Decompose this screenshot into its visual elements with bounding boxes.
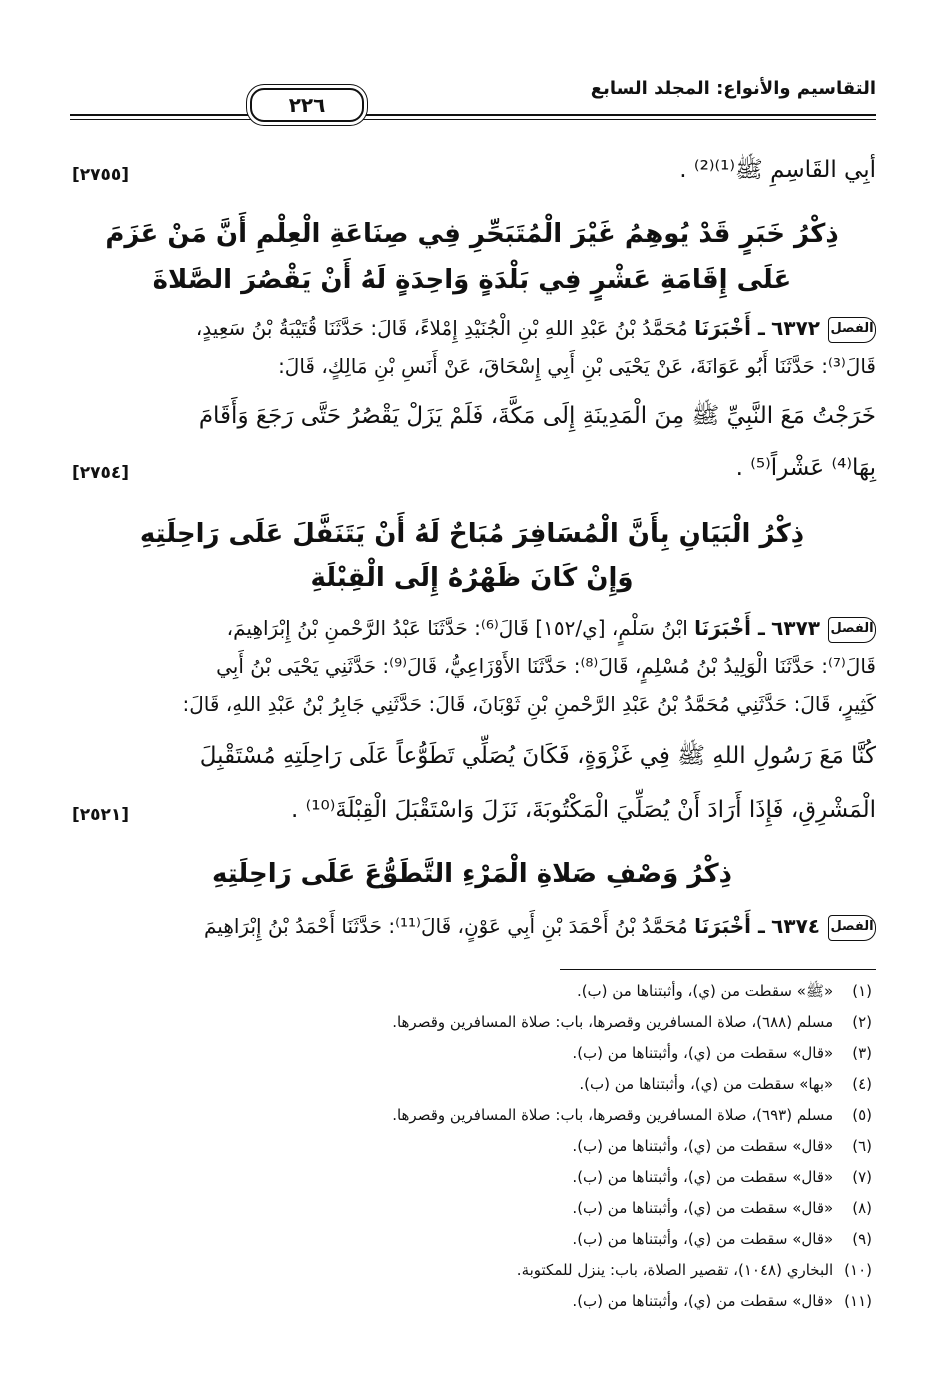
hadith-isnad-line: قَالَ⁽³⁾: حَدَّثَنَا أَبُو عَوَانَةَ، عَنْ يَحْيَى بْنِ أَبِي إِسْحَاقَ، عَنْ أَنَسِ بْنِ مَالِكٍ، قَالَ: xyxy=(278,354,876,378)
fasl-badge: الفصل xyxy=(828,317,876,343)
footnote xyxy=(572,1226,872,1252)
header-rule-thin xyxy=(70,119,876,120)
footnote-text: مسلم (٦٩٣)، صلاة المسافرين وقصرها، باب: صلاة المسافرين وقصرها. xyxy=(392,1106,834,1124)
footnote-text: «قال» سقطت من (ي)، وأثبتناها من (ب). xyxy=(572,1292,834,1310)
fasl-badge: الفصل xyxy=(828,617,876,643)
footnote-number: (٧) xyxy=(852,1168,872,1186)
footnote xyxy=(392,1102,872,1128)
footnote-number: (٥) xyxy=(852,1106,872,1124)
hadith-matn-line: كُنَّا مَعَ رَسُولِ اللهِ ﷺ فِي غَزْوَةٍ، فَكَانَ يُصَلِّي تَطَوُّعاً عَلَى رَاحِلَتِهِ مُسْتَقْبِلَ xyxy=(199,743,876,769)
akhbarana-label: ـ أَخْبَرَنَا xyxy=(694,616,765,640)
hadith-reference: [٢٥٢١] xyxy=(72,805,130,825)
footnote xyxy=(572,1040,872,1066)
section-heading: ذِكْرُ الْبَيَانِ بِأَنَّ الْمُسَافِرَ مُبَاحٌ لَهُ أَنْ يَتَنَفَّلَ عَلَى رَاحِلَتِهِ xyxy=(139,519,805,549)
footnote-number: (٨) xyxy=(852,1199,872,1217)
footnote-text: «قال» سقطت من (ي)، وأثبتناها من (ب). xyxy=(572,1044,834,1062)
hadith-reference: [٢٧٥٥] xyxy=(72,165,130,185)
footnote-number: (١١) xyxy=(844,1292,872,1310)
footnote-text: «ﷺ» سقطت من (ي)، وأثبتناها من (ب). xyxy=(576,982,834,1000)
page-number: ٢٢٦ xyxy=(250,88,364,122)
footnote-text: «قال» سقطت من (ي)، وأثبتناها من (ب). xyxy=(572,1137,834,1155)
footnote-text: مسلم (٦٨٨)، صلاة المسافرين وقصرها، باب: صلاة المسافرين وقصرها. xyxy=(392,1013,834,1031)
hadith-number: ٦٣٧٣ xyxy=(771,616,820,640)
hadith-isnad-line xyxy=(68,612,876,644)
running-title: التقاسيم والأنواع: المجلد السابع xyxy=(590,78,876,99)
footnote-text: «قال» سقطت من (ي)، وأثبتناها من (ب). xyxy=(572,1230,834,1248)
hadith-matn-line: خَرَجْتُ مَعَ النَّبِيِّ ﷺ مِنَ الْمَدِينَةِ إِلَى مَكَّةَ، فَلَمْ يَزَلْ يَقْصُرُ حَتَّى رَجَعَ وَأَقَامَ xyxy=(198,403,876,429)
hadith-number: ٦٣٧٢ xyxy=(771,316,820,340)
hadith-isnad-line xyxy=(68,312,876,344)
footnote xyxy=(579,1071,872,1097)
section-heading: ذِكْرُ خَبَرٍ قَدْ يُوهِمُ غَيْرَ الْمُتَبَحِّرِ فِي صِنَاعَةِ الْعِلْمِ أَنَّ مَنْ عَزَمَ xyxy=(105,219,839,249)
footnote-number: (٤) xyxy=(852,1075,872,1093)
hadith-number: ٦٣٧٤ xyxy=(771,914,820,938)
footnote xyxy=(572,1195,872,1221)
footnote xyxy=(392,1009,872,1035)
footnote-number: (٦) xyxy=(852,1137,872,1155)
footnote-number: (٢) xyxy=(852,1013,872,1031)
footnote xyxy=(517,1257,872,1283)
footnote-text: «قال» سقطت من (ي)، وأثبتناها من (ب). xyxy=(572,1168,834,1186)
footnote-number: (٣) xyxy=(852,1044,872,1062)
footnote xyxy=(572,1288,872,1314)
isnad-text: مُحَمَّدُ بْنُ عَبْدِ اللهِ بْنِ الْجُنَيْدِ إِمْلاءً، قَالَ: حَدَّثَنَا قُتَيْبَةُ بْنُ سَعِيدٍ، xyxy=(195,316,688,340)
page-header xyxy=(70,78,876,124)
hadith-isnad-line xyxy=(68,910,876,942)
hadith-reference: [٢٧٥٤] xyxy=(72,463,130,483)
footnote-number: (٩) xyxy=(852,1230,872,1248)
footnote-number: (١) xyxy=(852,982,872,1000)
hadith-matn-line: بِهَا⁽⁴⁾ عَشْراً⁽⁵⁾ . xyxy=(735,455,876,481)
hadith-matn-line: الْمَشْرِقِ، فَإِذَا أَرَادَ أَنْ يُصَلِّيَ الْمَكْتُوبَةَ، نَزَلَ وَاسْتَقْبَلَ الْقِبْلَةَ⁽¹⁰⁾ . xyxy=(290,797,876,823)
section-heading: وَإِنْ كَانَ ظَهْرُهُ إِلَى الْقِبْلَةِ xyxy=(310,563,634,593)
header-rule xyxy=(70,114,876,116)
footnote-rule xyxy=(560,969,876,970)
akhbarana-label: ـ أَخْبَرَنَا xyxy=(694,914,765,938)
fasl-badge: الفصل xyxy=(828,915,876,941)
footnote-text: «قال» سقطت من (ي)، وأثبتناها من (ب). xyxy=(572,1199,834,1217)
section-heading: ذِكْرُ وَصْفِ صَلاةِ الْمَرْءِ التَّطَوُّعَ عَلَى رَاحِلَتِهِ xyxy=(212,859,732,889)
footnote xyxy=(572,1133,872,1159)
akhbarana-label: ـ أَخْبَرَنَا xyxy=(694,316,765,340)
text-line: أبِي القَاسِمِ ﷺ⁽¹⁾⁽²⁾ . xyxy=(679,157,876,183)
hadith-isnad-line: كَثِيرٍ، قَالَ: حَدَّثَنِي مُحَمَّدُ بْنُ عَبْدِ الرَّحْمنِ بْنِ ثَوْبَانَ، قَالَ: حَدَّثَنِي جَابِرُ بْنُ عَبْدِ اللهِ، قَالَ: xyxy=(182,692,876,716)
section-heading: عَلَى إِقَامَةِ عَشْرٍ فِي بَلْدَةٍ وَاحِدَةٍ لَهُ أَنْ يَقْصُرَ الصَّلاةَ xyxy=(152,265,792,295)
isnad-text: مُحَمَّدُ بْنُ أَحْمَدَ بْنِ أَبِي عَوْنٍ، قَالَ⁽¹¹⁾: حَدَّثَنَا أَحْمَدُ بْنُ إِبْرَاهِيمَ xyxy=(203,914,688,938)
footnote-number: (١٠) xyxy=(844,1261,872,1279)
hadith-isnad-line: قَالَ⁽⁷⁾: حَدَّثَنَا الْوَلِيدُ بْنُ مُسْلِمٍ، قَالَ⁽⁸⁾: حَدَّثَنَا الأَوْزَاعِيُّ، قَالَ⁽⁹⁾: حَدَّثَنِي يَحْيَى بْنُ أَبِي xyxy=(216,654,876,678)
footnote-text: «بها» سقطت من (ي)، وأثبتناها من (ب). xyxy=(579,1075,834,1093)
footnote-text: البخاري (١٠٤٨)، تقصير الصلاة، باب: ينزل للمكتوبة. xyxy=(516,1261,834,1279)
footnote xyxy=(577,978,872,1004)
isnad-text: ابْنُ سَلْمٍ، [ي/١٥٢] قَالَ⁽⁶⁾: حَدَّثَنَا عَبْدُ الرَّحْمنِ بْنُ إِبْرَاهِيمَ، xyxy=(226,616,688,640)
footnote xyxy=(572,1164,872,1190)
